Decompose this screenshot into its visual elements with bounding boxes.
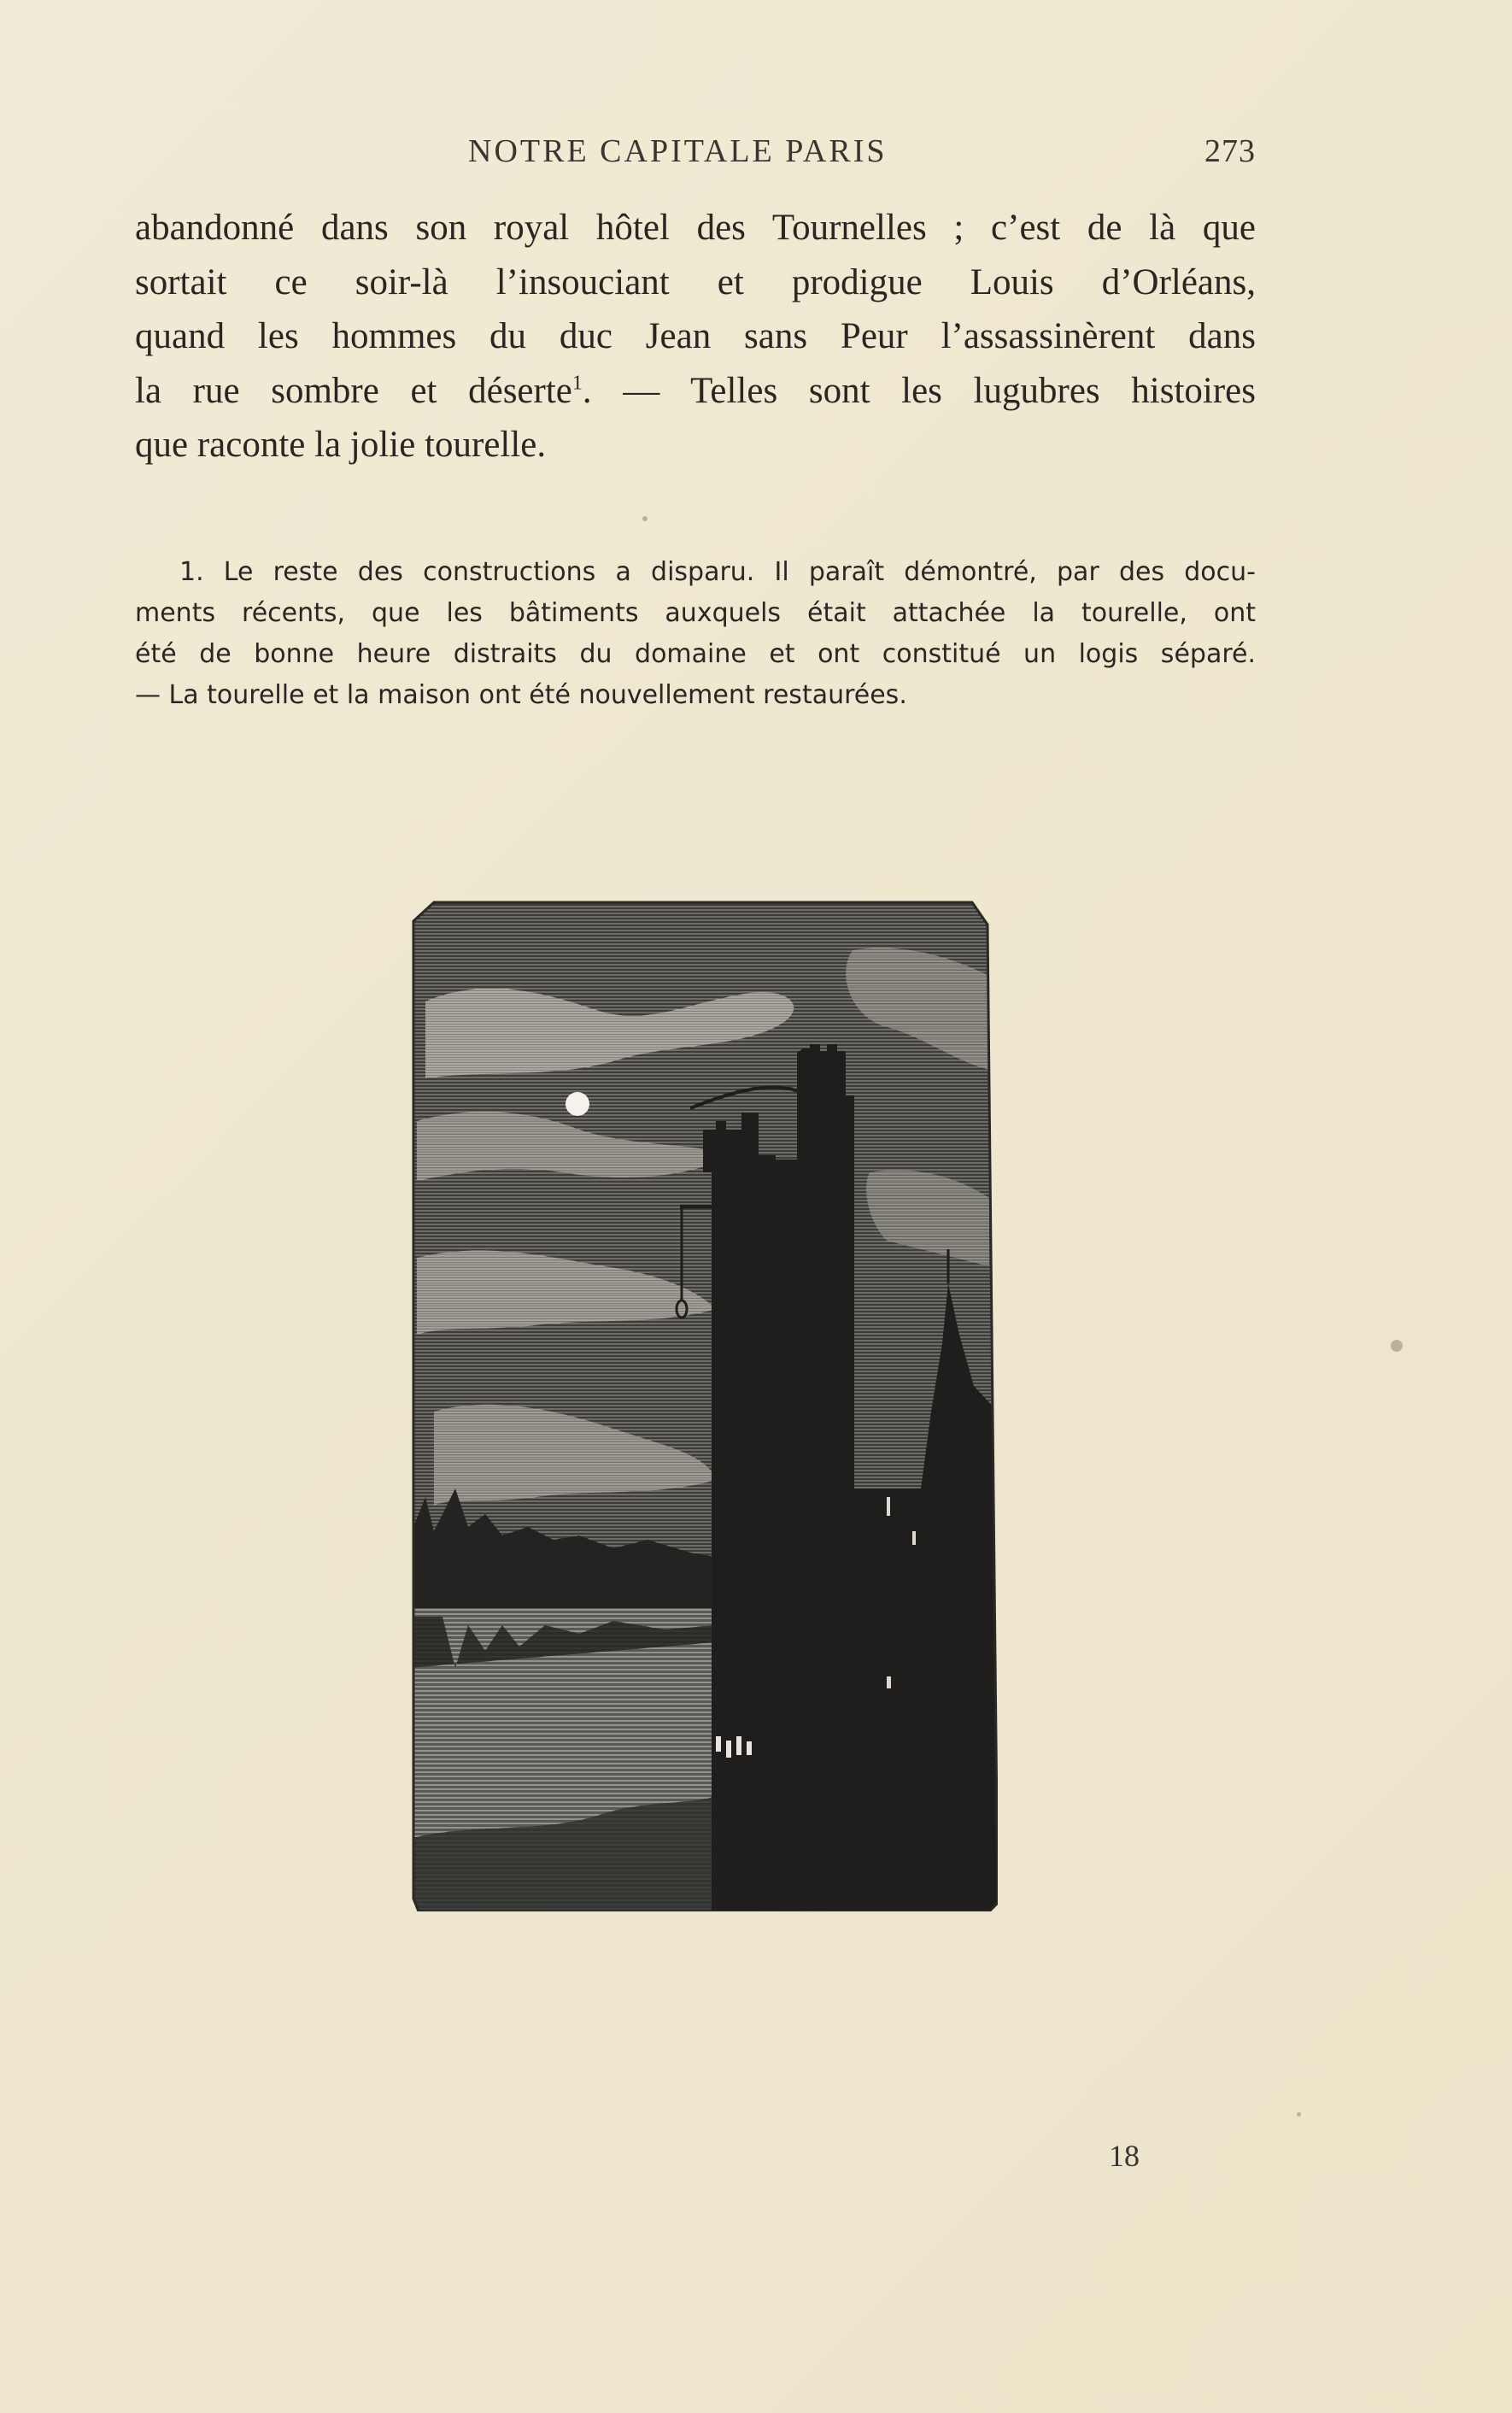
body-line: quand les hommes du duc Jean sans Peur l’assassinèrent dans	[135, 316, 1256, 356]
footnote-line: — La tourelle et la maison ont été nouvellement restaurées.	[135, 680, 907, 710]
body-line-part: . — Telles sont les lugubres histoires	[582, 370, 1256, 411]
page-number: 273	[1204, 133, 1256, 169]
paper-speck	[1297, 2112, 1301, 2117]
footnote-line: été de bonne heure distraits du domaine et ont constitué un logis séparé.	[135, 639, 1256, 669]
footnote-reference: 1	[571, 372, 583, 395]
running-title: NOTRE CAPITALE PARIS	[468, 133, 888, 169]
engraving-tower-at-night	[408, 899, 998, 1911]
paper-speck	[1391, 1340, 1403, 1352]
paper-speck	[642, 516, 648, 521]
body-line-part: la rue sombre et déserte	[135, 370, 572, 411]
footnote-line: 1. Le reste des constructions a disparu. Il paraît démontré, par des docu-	[179, 557, 1256, 587]
signature-mark: 18	[1109, 2139, 1140, 2173]
running-head	[135, 132, 1256, 175]
body-paragraph	[135, 201, 1256, 473]
footnote	[135, 552, 1256, 716]
body-line: que raconte la jolie tourelle.	[135, 425, 547, 465]
body-line: sortait ce soir-là l’insouciant et prodigue Louis d’Orléans,	[135, 261, 1256, 302]
body-line: abandonné dans son royal hôtel des Tournelles ; c’est de là que	[135, 208, 1256, 248]
footnote-line: ments récents, que les bâtiments auxquels était attachée la tourelle, ont	[135, 598, 1256, 628]
body-line	[135, 364, 1256, 419]
moon	[566, 1092, 589, 1116]
